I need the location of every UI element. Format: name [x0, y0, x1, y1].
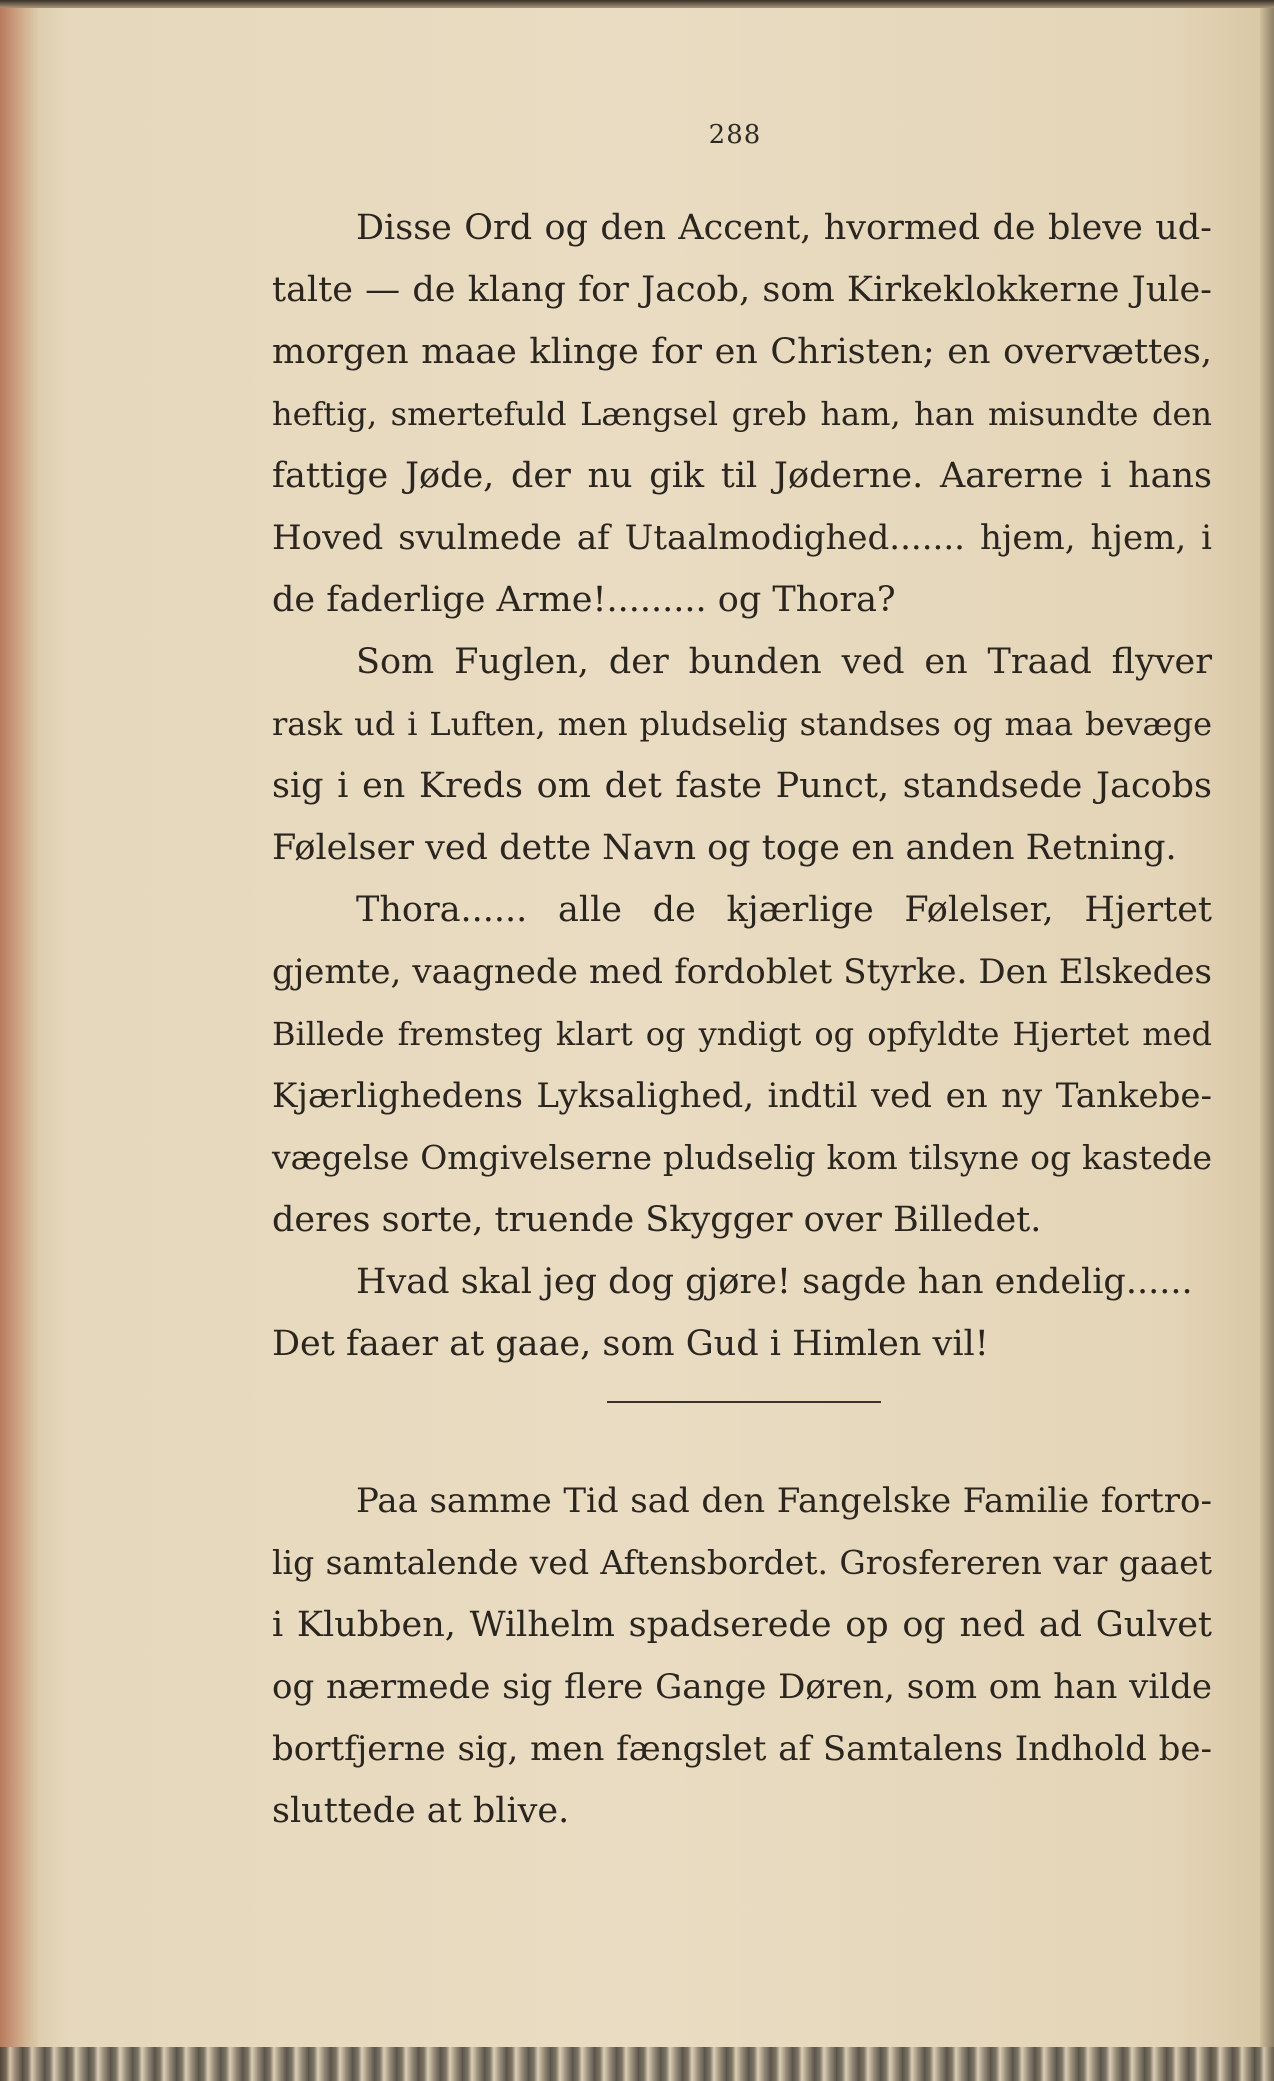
text-line: talte — de klang for Jacob, som Kirkeklokkerne Jule- — [272, 270, 1212, 310]
page-bottom-edge — [0, 2047, 1274, 2081]
text-line: morgen maae klinge for en Christen; en overvættes, — [272, 332, 1212, 372]
text-line: lig samtalende ved Aftensbordet. Grosfereren var gaaet — [272, 1543, 1212, 1582]
text-line: sig i en Kreds om det faste Punct, standsede Jacobs — [272, 766, 1212, 806]
page-top-edge — [0, 0, 1274, 8]
section-divider — [607, 1401, 881, 1403]
text-line: Følelser ved dette Navn og toge en anden Retning. — [272, 828, 1177, 868]
text-line: Thora...... alle de kjærlige Følelser, Hjertet — [356, 890, 1212, 930]
text-line: fattige Jøde, der nu gik til Jøderne. Aarerne i hans — [272, 456, 1212, 496]
text-section-1 — [272, 197, 1212, 1375]
text-line: vægelse Omgivelserne pludselig kom tilsyne og kastede — [272, 1138, 1212, 1177]
text-section-2 — [272, 1470, 1212, 1842]
text-line: Hvad skal jeg dog gjøre! sagde han endelig...... — [356, 1262, 1193, 1302]
page-right-edge — [1260, 0, 1274, 2081]
text-line: Det faaer at gaae, som Gud i Himlen vil! — [272, 1324, 989, 1364]
text-line: deres sorte, truende Skygger over Billedet. — [272, 1200, 1042, 1240]
text-line: og nærmede sig flere Gange Døren, som om han vilde — [272, 1667, 1212, 1707]
text-line: Paa samme Tid sad den Fangelske Familie fortro- — [356, 1481, 1212, 1521]
text-line: gjemte, vaagnede med fordoblet Styrke. Den Elskedes — [272, 952, 1212, 992]
text-line: sluttede at blive. — [272, 1791, 570, 1831]
text-line: Som Fuglen, der bunden ved en Traad flyver — [356, 642, 1212, 682]
text-line: Hoved svulmede af Utaalmodighed....... hjem, hjem, i — [272, 518, 1212, 558]
text-line: Disse Ord og den Accent, hvormed de bleve ud- — [356, 208, 1212, 248]
text-line: bortfjerne sig, men fængslet af Samtalens Indhold be- — [272, 1729, 1212, 1769]
text-line: Billede fremsteg klart og yndigt og opfyldte Hjertet med — [272, 1015, 1212, 1053]
text-line: i Klubben, Wilhelm spadserede op og ned ad Gulvet — [272, 1605, 1212, 1645]
page-left-edge — [0, 0, 38, 2081]
text-line: rask ud i Luften, men pludselig standses og maa bevæge — [272, 705, 1212, 743]
text-line: de faderlige Arme!......... og Thora? — [272, 580, 896, 620]
text-line: Kjærlighedens Lyksalighed, indtil ved en ny Tankebe- — [272, 1076, 1212, 1116]
text-line: heftig, smertefuld Længsel greb ham, han misundte den — [272, 395, 1212, 433]
page-number: 288 — [708, 120, 762, 150]
